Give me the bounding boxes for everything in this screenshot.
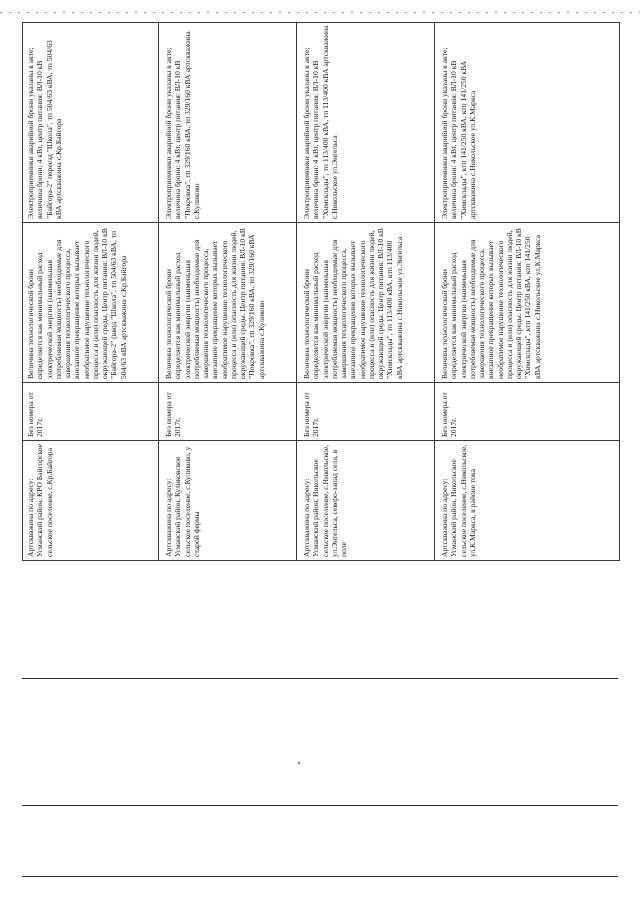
reserve-table (22, 22, 620, 560)
emergency-reserve-cell: Электроприемники аварийной брони указаны в акте; величина брони: 4 кВт, центр питания: ВЛ-10 кВ "Химсклады", ктп 141/250 кВА, ктп 141/250 кВА артскважина с.Никольское ул.К.Маркса (440, 47, 477, 219)
tech-reserve-cell: Величина технологической брони определяется как минимальный расход электрической энергии (наименьшая потребляемая мощность) необходимые для завершения технологического процесса, внезапное прекращение которых вызывает необратимое нарушение технологического процесса и (или) опасность для жизни людей, окружающей среды. Центр питания: ВЛ-10 кВ "Химсклады", тп 113/400 кВА, ктп 113/400 кВА артскважина с.Никольское ул.Энгельса (302, 228, 404, 379)
number-cell: Без номера от 2017г. (440, 392, 459, 437)
form-line (22, 876, 618, 877)
number-cell: Без номера от 2017г. (26, 392, 45, 437)
emergency-reserve-cell: Электроприемники аварийной брони указаны в акте; величина брони: 4 кВт, центр питания: ВЛ-10 кВ "Химсклады", тп 113/400 кВА, тп 113/400 кВА артскважина с.Никольское ул.Энгельса (302, 25, 339, 219)
location-cell: Артскважина по адресу: Усманский район, КРО Байгорское сельское поселение, с.Кр.Байгора (26, 443, 54, 557)
form-line (22, 805, 618, 806)
number-cell: Без номера от 2017г. (302, 392, 321, 437)
scan-speck (298, 762, 300, 764)
location-cell: Артскважина по адресу: Усманский район, Куликовское сельское поселение, с.Куликово, у старой фермы (164, 446, 201, 557)
tech-reserve-cell: Величина технологической брони определяется как минимальный расход электрической энергии (наименьшая потребляемая мощность) необходимые для завершения технологического процесса, внезапное прекращение которых вызывает необратимое нарушение технологического процесса и (или) опасность для жизни людей, окружающей среды. Центр питания: ВЛ-10 кВ "Химсклады", ктп 141/250 кВА, ктп 141/250 кВА артскважина с.Никольское ул.К.Маркса (440, 228, 542, 379)
table-row (300, 22, 440, 560)
location-cell: Артскважина по адресу: Усманский район, Никольское сельское поселение, с.Никольское, ул.Энгельса, северо-запад села, в поле (302, 444, 348, 557)
table-row (24, 22, 164, 560)
tech-reserve-cell: Величина технологической брони определяется как минимальный расход электрической энергии (наименьшая потребляемая мощность) необходимые для завершения технологического процесса, внезапное прекращение которых вызывает необратимое нарушение технологического процесса и (или) опасность для жизни людей, окружающей среды. Центр питания: ВЛ-10 кВ "Байгора-2" (ввод "Школа", тп 504/63 кВА, тп 504/63 кВА артскважина с.Кр.Байгора (26, 228, 128, 379)
table-row (162, 22, 302, 560)
emergency-reserve-cell: Электроприемники аварийной брони указаны в акте; величина брони: 4 кВт, центр питания: ВЛ-10 кВ "Покровка", тп 329/160 кВА, тп 329/160 кВА артскважина с.Куликово (164, 31, 201, 219)
scan-artifact-line (0, 12, 640, 13)
table-row (438, 22, 578, 560)
form-line (22, 678, 618, 679)
emergency-reserve-cell: Электроприемники аварийной брони указаны в акте; величина брони: 4 кВт, центр питания: ВЛ-10 кВ "Байгора-2" переезд "Школа", тп 504/63 кВА, тп 504/63 кВА артскважина с.Кр.Байгора (26, 40, 63, 219)
tech-reserve-cell: Величина технологической брони определяется как минимальный расход электрической энергии (наименьшая потребляемая мощность) необходимые для завершения технологического процесса, внезапное прекращение которых вызывает необратимое нарушение технологического процесса и (или) опасность для жизни людей, окружающей среды. Центр питания: ВЛ-10 кВ "Покровка", тп 329/160 кВА, тп 329/160 кВА артскважина с.Куликово (164, 228, 266, 379)
column-divider-1 (22, 560, 620, 561)
number-cell: Без номера от 2017г. (164, 392, 183, 437)
location-cell: Артскважина по адресу: Усманский район, Никольское сельское поселение, с.Никольское, ул.К.Маркса, в районе тока (440, 444, 477, 557)
